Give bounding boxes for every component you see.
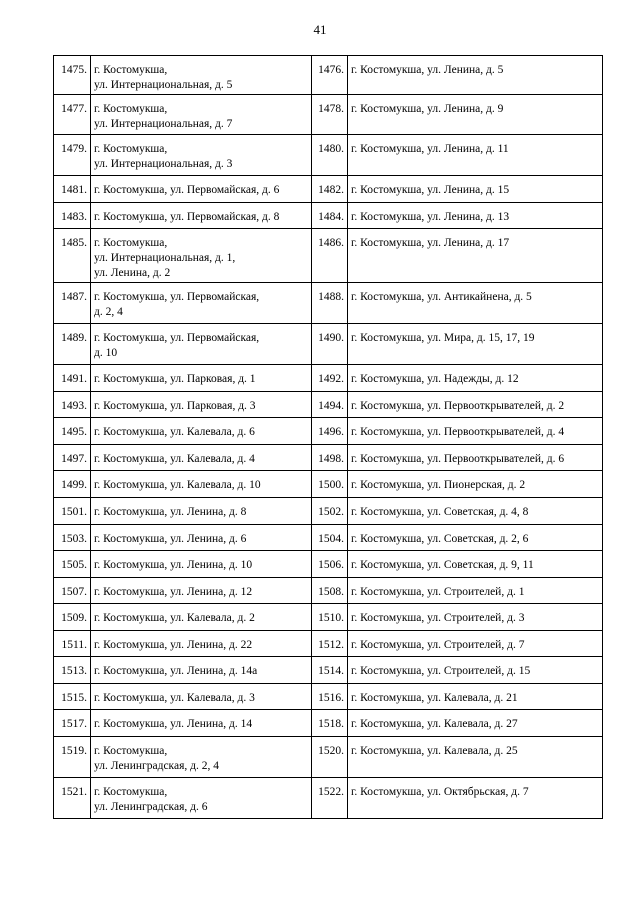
table-row	[54, 95, 603, 135]
entry-address	[91, 229, 312, 283]
address-line: ул. Ленинградская, д. 6	[94, 801, 208, 813]
address-line: г. Костомукша, ул. Первомайская,	[94, 332, 260, 344]
entry-number: 1491.	[54, 365, 91, 392]
address-line: г. Костомукша, ул. Калевала, д. 25	[351, 745, 518, 757]
address-line: г. Костомукша, ул. Первомайская,	[94, 291, 260, 303]
entry-address	[91, 324, 312, 365]
entry-address	[348, 56, 603, 95]
entry-address	[348, 710, 603, 737]
entry-number: 1486.	[312, 229, 348, 283]
entry-address	[348, 737, 603, 778]
entry-number: 1478.	[312, 95, 348, 135]
entry-address	[91, 498, 312, 525]
entry-number: 1504.	[312, 525, 348, 551]
entry-address	[348, 176, 603, 203]
address-line: д. 10	[94, 347, 118, 359]
address-table	[53, 55, 603, 819]
entry-number: 1508.	[312, 578, 348, 604]
entry-address	[91, 418, 312, 445]
entry-address	[348, 324, 603, 365]
table-row	[54, 324, 603, 365]
address-line: г. Костомукша, ул. Калевала, д. 3	[94, 692, 255, 704]
entry-address	[348, 631, 603, 657]
entry-number: 1512.	[312, 631, 348, 657]
entry-address	[91, 578, 312, 604]
address-line: г. Костомукша, ул. Калевала, д. 27	[351, 718, 518, 730]
address-line: г. Костомукша, ул. Ленина, д. 22	[94, 639, 253, 651]
entry-number: 1513.	[54, 657, 91, 684]
entry-address	[91, 525, 312, 551]
entry-address	[91, 657, 312, 684]
address-line: г. Костомукша,	[94, 143, 168, 155]
entry-number: 1476.	[312, 56, 348, 95]
entry-number: 1492.	[312, 365, 348, 392]
address-line: г. Костомукша, ул. Ленина, д. 14	[94, 718, 253, 730]
entry-address	[91, 283, 312, 324]
table-row	[54, 365, 603, 392]
entry-number: 1520.	[312, 737, 348, 778]
entry-address	[91, 392, 312, 418]
table-row	[54, 778, 603, 819]
address-line: г. Костомукша, ул. Калевала, д. 10	[94, 479, 261, 491]
entry-number: 1497.	[54, 445, 91, 471]
entry-number: 1484.	[312, 203, 348, 229]
entry-number: 1499.	[54, 471, 91, 498]
entry-number: 1503.	[54, 525, 91, 551]
table-row	[54, 56, 603, 95]
entry-address	[91, 604, 312, 631]
entry-address	[91, 551, 312, 578]
entry-number: 1485.	[54, 229, 91, 283]
entry-number: 1501.	[54, 498, 91, 525]
entry-address	[348, 604, 603, 631]
entry-number: 1507.	[54, 578, 91, 604]
table-row	[54, 631, 603, 657]
entry-number: 1517.	[54, 710, 91, 737]
address-line: ул. Интернациональная, д. 5	[94, 79, 233, 91]
entry-number: 1489.	[54, 324, 91, 365]
entry-address	[348, 578, 603, 604]
entry-number: 1487.	[54, 283, 91, 324]
entry-address	[91, 56, 312, 95]
address-line: г. Костомукша, ул. Ленина, д. 17	[351, 237, 510, 249]
address-line: г. Костомукша, ул. Калевала, д. 2	[94, 612, 255, 624]
address-line: г. Костомукша, ул. Антикайнена, д. 5	[351, 291, 532, 303]
entry-address	[348, 283, 603, 324]
address-line: г. Костомукша, ул. Советская, д. 2, 6	[351, 533, 529, 545]
table-row	[54, 657, 603, 684]
entry-address	[91, 365, 312, 392]
entry-number: 1488.	[312, 283, 348, 324]
table-row	[54, 392, 603, 418]
entry-address	[91, 631, 312, 657]
entry-address	[348, 203, 603, 229]
entry-number: 1509.	[54, 604, 91, 631]
entry-address	[348, 684, 603, 710]
address-line: г. Костомукша, ул. Надежды, д. 12	[351, 373, 519, 385]
address-line: г. Костомукша, ул. Ленина, д. 11	[351, 143, 509, 155]
address-line: г. Костомукша, ул. Парковая, д. 1	[94, 373, 256, 385]
address-line: г. Костомукша,	[94, 103, 168, 115]
table-row	[54, 604, 603, 631]
address-line: г. Костомукша, ул. Калевала, д. 21	[351, 692, 518, 704]
entry-address	[348, 471, 603, 498]
entry-number: 1481.	[54, 176, 91, 203]
entry-number: 1475.	[54, 56, 91, 95]
entry-address	[348, 135, 603, 176]
entry-number: 1506.	[312, 551, 348, 578]
table-row	[54, 203, 603, 229]
entry-address	[348, 525, 603, 551]
address-line: г. Костомукша, ул. Октябрьская, д. 7	[351, 786, 529, 798]
address-line: ул. Интернациональная, д. 3	[94, 158, 233, 170]
table-row	[54, 135, 603, 176]
address-line: г. Костомукша, ул. Советская, д. 9, 11	[351, 559, 534, 571]
entry-address	[91, 95, 312, 135]
address-line: г. Костомукша, ул. Парковая, д. 3	[94, 400, 256, 412]
address-line: г. Костомукша, ул. Ленина, д. 10	[94, 559, 253, 571]
entry-number: 1510.	[312, 604, 348, 631]
entry-address	[91, 737, 312, 778]
address-line: г. Костомукша, ул. Калевала, д. 6	[94, 426, 255, 438]
entry-address	[91, 135, 312, 176]
entry-address	[91, 445, 312, 471]
table-row	[54, 471, 603, 498]
entry-number: 1516.	[312, 684, 348, 710]
address-line: д. 2, 4	[94, 306, 123, 318]
address-line: г. Костомукша,	[94, 64, 168, 76]
address-line: г. Костомукша, ул. Ленина, д. 15	[351, 184, 510, 196]
entry-address	[348, 778, 603, 819]
entry-address	[348, 365, 603, 392]
table-row	[54, 283, 603, 324]
entry-address	[91, 778, 312, 819]
address-line: г. Костомукша, ул. Первооткрывателей, д. 2	[351, 400, 565, 412]
page-number: 41	[313, 22, 327, 37]
address-line: ул. Интернациональная, д. 1,	[94, 252, 236, 264]
entry-number: 1514.	[312, 657, 348, 684]
entry-number: 1480.	[312, 135, 348, 176]
entry-address	[348, 418, 603, 445]
address-line: г. Костомукша, ул. Мира, д. 15, 17, 19	[351, 332, 535, 344]
address-line: г. Костомукша, ул. Калевала, д. 4	[94, 453, 255, 465]
table-row	[54, 578, 603, 604]
entry-address	[91, 710, 312, 737]
entry-number: 1495.	[54, 418, 91, 445]
entry-address	[348, 551, 603, 578]
table-row	[54, 710, 603, 737]
entry-number: 1515.	[54, 684, 91, 710]
entry-number: 1483.	[54, 203, 91, 229]
entry-number: 1518.	[312, 710, 348, 737]
entry-address	[348, 392, 603, 418]
entry-number: 1519.	[54, 737, 91, 778]
address-line: ул. Интернациональная, д. 7	[94, 118, 233, 130]
entry-address	[348, 498, 603, 525]
entry-number: 1479.	[54, 135, 91, 176]
entry-number: 1502.	[312, 498, 348, 525]
entry-number: 1490.	[312, 324, 348, 365]
address-line: г. Костомукша, ул. Первомайская, д. 6	[94, 184, 280, 196]
address-line: г. Костомукша, ул. Первооткрывателей, д. 6	[351, 453, 565, 465]
table-row	[54, 176, 603, 203]
address-line: г. Костомукша, ул. Первооткрывателей, д. 4	[351, 426, 565, 438]
address-line: г. Костомукша, ул. Ленина, д. 13	[351, 211, 510, 223]
table-row	[54, 445, 603, 471]
address-line: г. Костомукша, ул. Строителей, д. 1	[351, 586, 525, 598]
address-line: г. Костомукша, ул. Строителей, д. 7	[351, 639, 525, 651]
entry-number: 1521.	[54, 778, 91, 819]
entry-address	[348, 657, 603, 684]
address-line: г. Костомукша, ул. Ленина, д. 8	[94, 506, 247, 518]
entry-number: 1477.	[54, 95, 91, 135]
table-row	[54, 229, 603, 283]
address-line: г. Костомукша,	[94, 237, 168, 249]
table-row	[54, 684, 603, 710]
table-row	[54, 418, 603, 445]
entry-number: 1493.	[54, 392, 91, 418]
address-line: г. Костомукша, ул. Ленина, д. 9	[351, 103, 504, 115]
address-line: ул. Ленинградская, д. 2, 4	[94, 760, 219, 772]
entry-address	[91, 471, 312, 498]
entry-number: 1482.	[312, 176, 348, 203]
entry-address	[348, 229, 603, 283]
address-line: г. Костомукша, ул. Строителей, д. 3	[351, 612, 525, 624]
address-line: г. Костомукша, ул. Пионерская, д. 2	[351, 479, 526, 491]
table-row	[54, 525, 603, 551]
address-line: г. Костомукша,	[94, 786, 168, 798]
entry-number: 1494.	[312, 392, 348, 418]
table-row	[54, 551, 603, 578]
address-line: г. Костомукша, ул. Строителей, д. 15	[351, 665, 531, 677]
entry-number: 1522.	[312, 778, 348, 819]
address-line: г. Костомукша, ул. Ленина, д. 5	[351, 64, 504, 76]
address-table-body	[54, 56, 603, 819]
address-line: г. Костомукша, ул. Ленина, д. 6	[94, 533, 247, 545]
table-row	[54, 737, 603, 778]
entry-address	[91, 684, 312, 710]
address-line: г. Костомукша, ул. Ленина, д. 12	[94, 586, 253, 598]
entry-address	[91, 176, 312, 203]
address-line: г. Костомукша,	[94, 745, 168, 757]
entry-number: 1498.	[312, 445, 348, 471]
table-row	[54, 498, 603, 525]
entry-address	[348, 445, 603, 471]
entry-address	[91, 203, 312, 229]
address-line: г. Костомукша, ул. Советская, д. 4, 8	[351, 506, 529, 518]
entry-number: 1500.	[312, 471, 348, 498]
entry-number: 1496.	[312, 418, 348, 445]
entry-number: 1511.	[54, 631, 91, 657]
address-line: г. Костомукша, ул. Первомайская, д. 8	[94, 211, 280, 223]
address-line: г. Костомукша, ул. Ленина, д. 14а	[94, 665, 258, 677]
address-line: ул. Ленина, д. 2	[94, 267, 171, 279]
entry-number: 1505.	[54, 551, 91, 578]
entry-address	[348, 95, 603, 135]
